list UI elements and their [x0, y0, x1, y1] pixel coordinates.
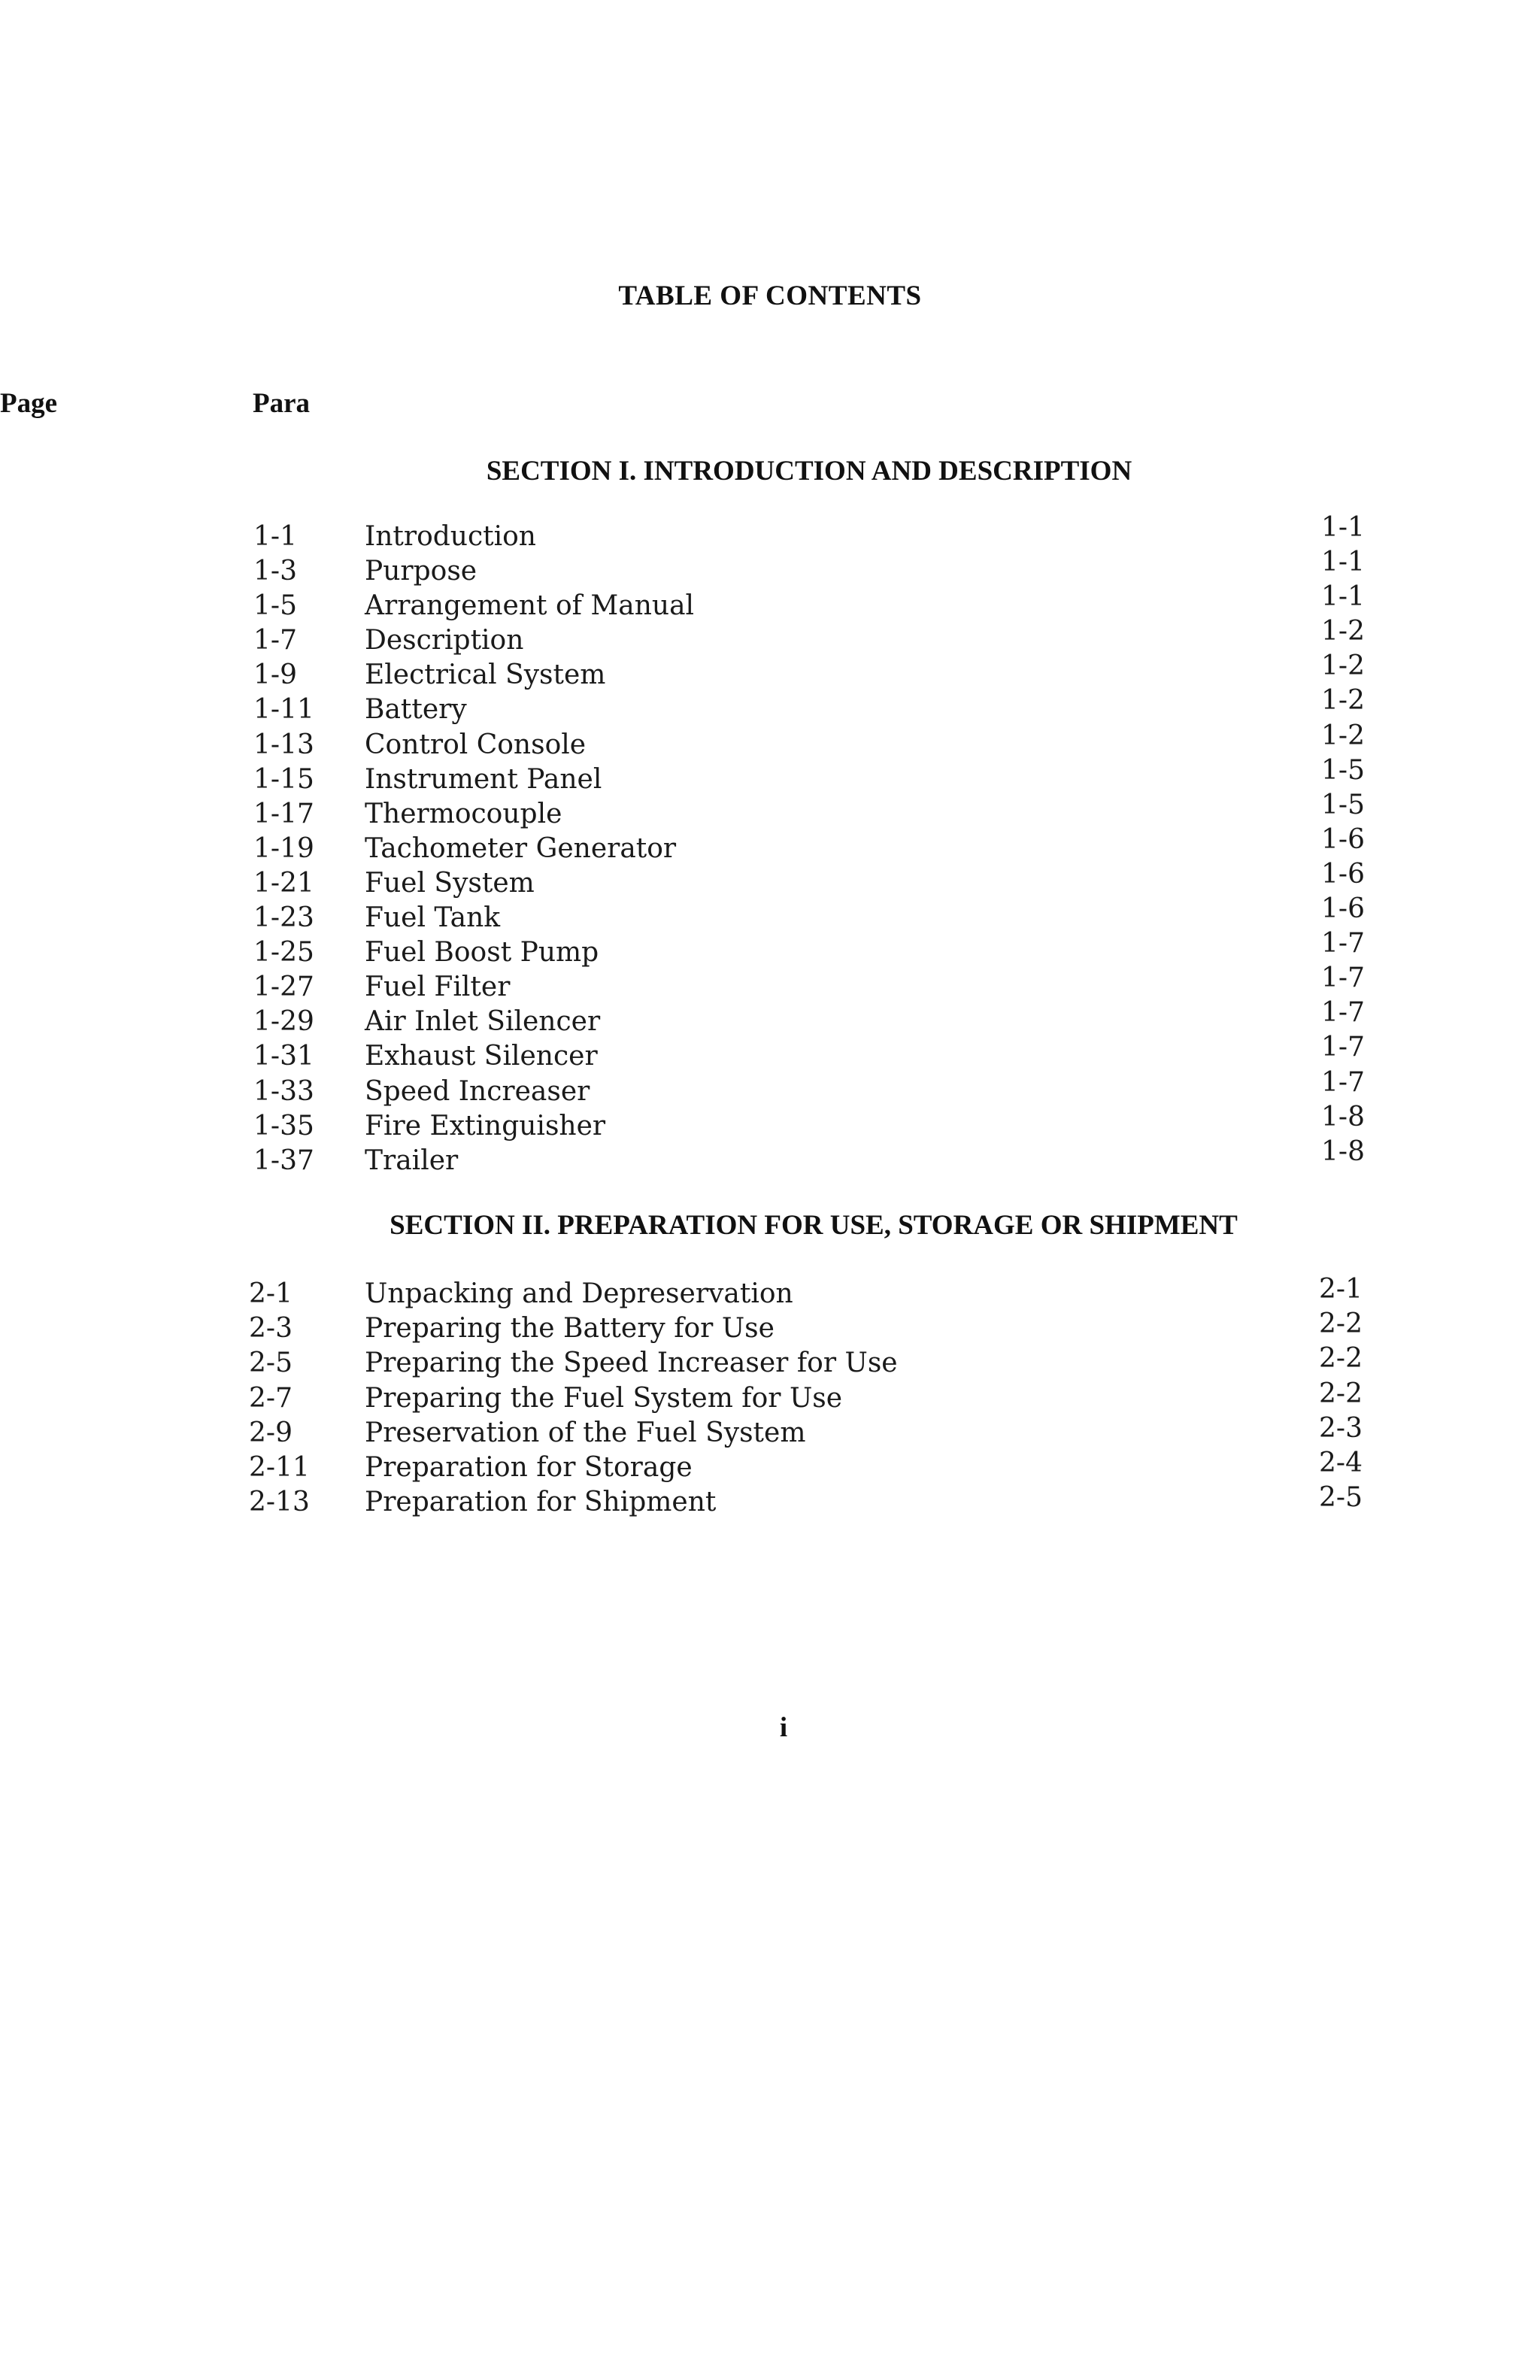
- toc-entry: [0, 581, 1540, 625]
- toc-entry-para-number: 1-9: [253, 659, 297, 691]
- toc-entry-title: Trailer: [365, 1145, 459, 1176]
- toc-entry: [0, 1412, 1540, 1452]
- toc-entry: [0, 1135, 1540, 1180]
- toc-entry-page-number: 2-3: [1319, 1412, 1363, 1444]
- toc-entry-para-number: 1-11: [253, 694, 314, 726]
- toc-entry: [0, 1032, 1540, 1075]
- toc-entry-para-number: 1-1: [253, 521, 297, 552]
- toc-entry-para-number: 1-33: [253, 1075, 314, 1107]
- page-number: i: [779, 1712, 788, 1743]
- toc-entry-para-number: 1-29: [253, 1006, 314, 1038]
- toc-entry: [0, 1274, 1540, 1313]
- toc-entry-title: Control Console: [365, 729, 587, 760]
- toc-entry-title: Preservation of the Fuel System: [365, 1417, 806, 1448]
- toc-entry-page-number: 2-4: [1319, 1447, 1363, 1478]
- toc-entry-title: Speed Increaser: [365, 1075, 590, 1107]
- toc-entry-page-number: 1-8: [1321, 1135, 1365, 1167]
- toc-entry: [0, 1066, 1540, 1111]
- toc-entry-title: Preparation for Shipment: [365, 1487, 717, 1518]
- toc-entry-page-number: 1-7: [1321, 928, 1365, 960]
- toc-entry-page-number: 1-7: [1321, 1066, 1365, 1098]
- toc-entry-title: Air Inlet Silencer: [365, 1006, 601, 1038]
- toc-entry-title: Preparation for Storage: [365, 1451, 693, 1483]
- toc-entry-page-number: 1-7: [1321, 997, 1365, 1029]
- toc-entry: [0, 616, 1540, 659]
- toc-entry-title: Tachometer Generator: [365, 832, 677, 864]
- toc-entry: [0, 685, 1540, 729]
- toc-entry-para-number: 1-15: [253, 763, 314, 795]
- toc-entry-title: Electrical System: [365, 659, 606, 691]
- toc-entry-list: [0, 512, 1540, 1180]
- toc-entry-para-number: 2-13: [249, 1487, 310, 1518]
- toc-entry-title: Purpose: [365, 556, 477, 587]
- para-column-header: Para: [253, 388, 311, 419]
- toc-entry: [0, 893, 1540, 937]
- toc-entry-page-number: 1-5: [1321, 789, 1365, 820]
- toc-entry-page-number: 2-2: [1319, 1308, 1363, 1340]
- toc-entry: [0, 1482, 1540, 1521]
- toc-entry: [0, 1308, 1540, 1348]
- toc-entry-para-number: 1-23: [253, 902, 314, 934]
- toc-entry-title: Fuel Boost Pump: [365, 937, 599, 969]
- toc-entry-page-number: 1-6: [1321, 893, 1365, 925]
- toc-entry-para-number: 1-37: [253, 1145, 314, 1176]
- toc-entry-para-number: 1-35: [253, 1110, 314, 1141]
- toc-entry: [0, 963, 1540, 1006]
- toc-entry-page-number: 2-2: [1319, 1343, 1363, 1375]
- toc-entry-para-number: 1-27: [253, 972, 314, 1003]
- toc-entry-page-number: 1-8: [1321, 1101, 1365, 1132]
- toc-entry-page-number: 1-1: [1321, 512, 1365, 543]
- toc-entry-title: Unpacking and Depreservation: [365, 1278, 793, 1309]
- toc-entry-page-number: 1-6: [1321, 858, 1365, 890]
- toc-entry-title: Fire Extinguisher: [365, 1110, 606, 1141]
- toc-entry-title: Fuel System: [365, 867, 535, 899]
- toc-entry-para-number: 1-13: [253, 729, 314, 760]
- toc-entry-page-number: 2-1: [1319, 1274, 1363, 1305]
- toc-entry-title: Instrument Panel: [365, 763, 602, 795]
- toc-entry-para-number: 2-11: [249, 1451, 310, 1483]
- toc-entry-title: Introduction: [365, 521, 536, 552]
- toc-entry-title: Preparing the Fuel System for Use: [365, 1382, 843, 1414]
- toc-entry-para-number: 2-7: [249, 1382, 293, 1414]
- toc-entry-title: Preparing the Speed Increaser for Use: [365, 1348, 898, 1379]
- toc-entry: [0, 858, 1540, 902]
- toc-entry-para-number: 1-19: [253, 832, 314, 864]
- toc-entry: [0, 547, 1540, 590]
- page-title: TABLE OF CONTENTS: [618, 280, 922, 311]
- toc-entry: [0, 720, 1540, 764]
- toc-entry-title: Exhaust Silencer: [365, 1041, 598, 1072]
- toc-entry-para-number: 1-5: [253, 590, 297, 622]
- toc-entry-page-number: 2-2: [1319, 1378, 1363, 1409]
- toc-entry-title: Fuel Filter: [365, 972, 511, 1003]
- toc-entry-title: Battery: [365, 694, 467, 726]
- toc-entry-para-number: 1-3: [253, 556, 297, 587]
- toc-entry-para-number: 2-1: [249, 1278, 293, 1309]
- page-column-header: Page: [0, 388, 58, 419]
- toc-entry-page-number: 1-2: [1321, 685, 1365, 717]
- toc-entry-title: Arrangement of Manual: [365, 590, 695, 622]
- toc-entry: [0, 1447, 1540, 1487]
- toc-entry: [0, 789, 1540, 833]
- toc-entry: [0, 650, 1540, 694]
- toc-entry-page-number: 1-1: [1321, 581, 1365, 613]
- toc-entry-page-number: 1-6: [1321, 823, 1365, 855]
- toc-entry: [0, 754, 1540, 799]
- toc-entry-page-number: 1-5: [1321, 754, 1365, 786]
- toc-entry-page-number: 1-1: [1321, 547, 1365, 578]
- toc-entry-title: Thermocouple: [365, 798, 562, 829]
- toc-entry: [0, 1343, 1540, 1382]
- toc-entry: [0, 823, 1540, 868]
- toc-entry-para-number: 1-31: [253, 1041, 314, 1072]
- toc-entry-list: [0, 1274, 1540, 1521]
- toc-entry: [0, 1101, 1540, 1145]
- toc-entry-page-number: 1-2: [1321, 720, 1365, 751]
- section-heading: SECTION I. INTRODUCTION AND DESCRIPTION: [486, 456, 1132, 487]
- toc-entry-page-number: 1-7: [1321, 1032, 1365, 1063]
- section-heading: SECTION II. PREPARATION FOR USE, STORAGE OR SHIPMENT: [390, 1210, 1238, 1241]
- toc-entry-para-number: 1-25: [253, 937, 314, 969]
- toc-entry-para-number: 2-9: [249, 1417, 293, 1448]
- toc-entry-title: Fuel Tank: [365, 902, 501, 934]
- toc-entry-page-number: 1-2: [1321, 650, 1365, 682]
- toc-entry-para-number: 2-3: [249, 1313, 293, 1345]
- toc-entry-para-number: 1-7: [253, 625, 297, 656]
- toc-entry: [0, 512, 1540, 556]
- toc-entry: [0, 997, 1540, 1041]
- toc-entry-title: Description: [365, 625, 524, 656]
- toc-entry: [0, 928, 1540, 972]
- toc-entry-para-number: 2-5: [249, 1348, 293, 1379]
- toc-entry-page-number: 2-5: [1319, 1482, 1363, 1514]
- toc-entry-para-number: 1-17: [253, 798, 314, 829]
- toc-entry: [0, 1378, 1540, 1417]
- toc-entry-para-number: 1-21: [253, 867, 314, 899]
- toc-entry-title: Preparing the Battery for Use: [365, 1313, 775, 1345]
- toc-entry-page-number: 1-7: [1321, 963, 1365, 994]
- toc-entry-page-number: 1-2: [1321, 616, 1365, 647]
